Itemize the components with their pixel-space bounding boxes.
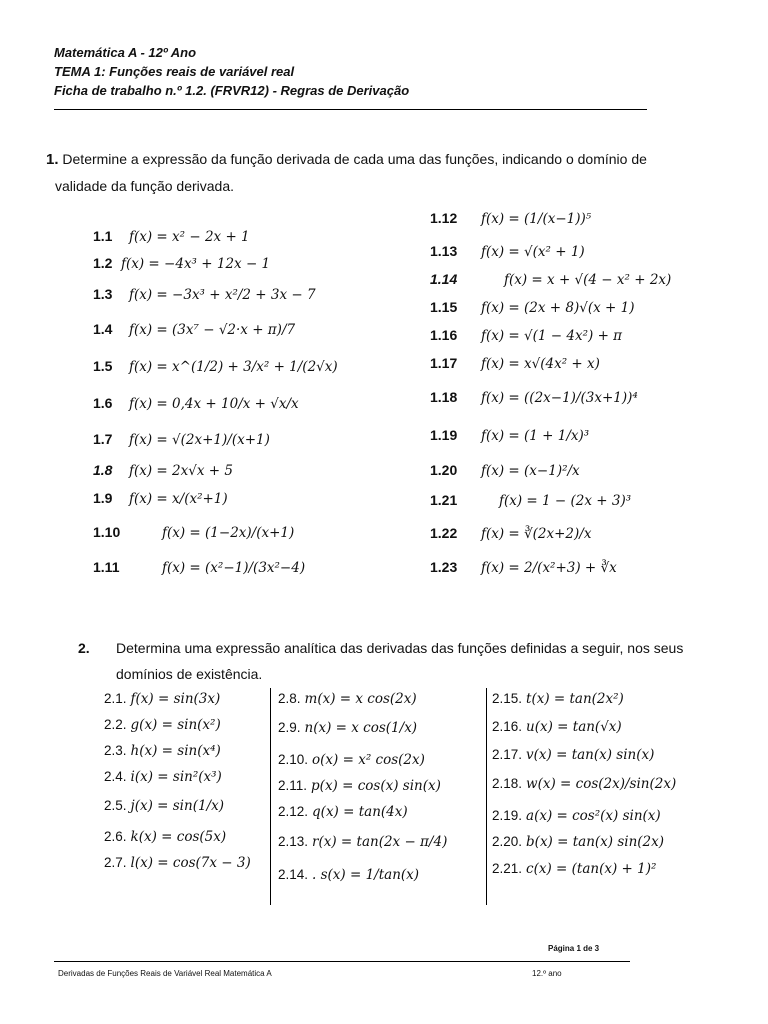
exercise-1-12: 1.12 f(x) = (1/(x−1))⁵ xyxy=(430,210,592,227)
column-separator-1 xyxy=(270,688,271,905)
page-number: Página 1 de 3 xyxy=(548,944,600,953)
question-2-text-line2: domínios de existência. xyxy=(116,666,263,682)
exercise-2-5: 2.5. j(x) = sin(1/x) xyxy=(104,798,224,814)
exercise-1-8: 1.8 f(x) = 2x√x + 5 xyxy=(93,462,233,479)
header-worksheet-title: Ficha de trabalho n.º 1.2. (FRVR12) - Regras de Derivação xyxy=(54,83,410,98)
question-1-statement xyxy=(46,146,736,199)
exercise-2-12: 2.12. q(x) = tan(4x) xyxy=(278,804,408,820)
question-1-text-line2: validade da função derivada. xyxy=(55,178,235,194)
exercise-2-4: 2.4. i(x) = sin²(x³) xyxy=(104,769,222,785)
exercise-1-17: 1.17 f(x) = x√(4x² + x) xyxy=(430,355,600,372)
exercise-1-15: 1.15 f(x) = (2x + 8)√(x + 1) xyxy=(430,299,635,316)
exercise-1-3: 1.3 f(x) = −3x³ + x²/2 + 3x − 7 xyxy=(93,286,316,303)
question-1-text-line1: Determine a expressão da função derivada de cada uma das funções, indicando o domínio de xyxy=(62,151,647,167)
exercise-2-16: 2.16. u(x) = tan(√x) xyxy=(492,719,622,735)
header-topic: TEMA 1: Funções reais de variável real xyxy=(54,64,295,79)
exercise-1-19: 1.19 f(x) = (1 + 1/x)³ xyxy=(430,427,590,444)
footer-title: Derivadas de Funções Reais de Variável Real Matemática A xyxy=(58,969,272,978)
exercise-1-1: 1.1 f(x) = x² − 2x + 1 xyxy=(93,228,250,245)
exercise-1-5: 1.5 f(x) = x^(1/2) + 3/x² + 1/(2√x) xyxy=(93,358,338,375)
exercise-1-18: 1.18 f(x) = ((2x−1)/(3x+1))⁴ xyxy=(430,389,638,406)
exercise-2-14: 2.14. . s(x) = 1/tan(x) xyxy=(278,867,420,883)
exercise-2-7: 2.7. l(x) = cos(7x − 3) xyxy=(104,855,251,871)
exercise-1-7: 1.7 f(x) = √(2x+1)/(x+1) xyxy=(93,431,270,448)
exercise-2-1: 2.1. f(x) = sin(3x) xyxy=(104,691,221,707)
exercise-2-8: 2.8. m(x) = x cos(2x) xyxy=(278,691,417,707)
exercise-1-11: 1.11 f(x) = (x²−1)/(3x²−4) xyxy=(93,559,306,576)
exercise-2-3: 2.3. h(x) = sin(x⁴) xyxy=(104,743,221,759)
header-divider xyxy=(54,109,647,110)
document-header xyxy=(54,43,409,100)
exercise-1-13: 1.13 f(x) = √(x² + 1) xyxy=(430,243,585,260)
exercise-1-23: 1.23 f(x) = 2/(x²+3) + ∛x xyxy=(430,559,617,576)
exercise-2-10: 2.10. o(x) = x² cos(2x) xyxy=(278,752,425,768)
exercise-1-16: 1.16 f(x) = √(1 − 4x²) + π xyxy=(430,327,623,344)
question-1-number: 1. xyxy=(46,151,59,168)
column-separator-2 xyxy=(486,688,487,905)
exercise-2-20: 2.20. b(x) = tan(x) sin(2x) xyxy=(492,834,664,850)
exercise-1-6: 1.6 f(x) = 0,4x + 10/x + √x/x xyxy=(93,395,299,412)
exercise-2-11: 2.11. p(x) = cos(x) sin(x) xyxy=(278,778,441,794)
exercise-1-20: 1.20 f(x) = (x−1)²/x xyxy=(430,462,580,479)
exercise-1-21: 1.21 f(x) = 1 − (2x + 3)³ xyxy=(430,492,632,509)
exercise-2-15: 2.15. t(x) = tan(2x²) xyxy=(492,691,624,707)
header-course: Matemática A - 12º Ano xyxy=(54,45,197,60)
exercise-1-22: 1.22 f(x) = ∛(2x+2)/x xyxy=(430,525,592,542)
exercise-2-18: 2.18. w(x) = cos(2x)/sin(2x) xyxy=(492,776,677,792)
exercise-1-10: 1.10 f(x) = (1−2x)/(x+1) xyxy=(93,524,295,541)
footer-grade: 12.º ano xyxy=(532,969,562,978)
exercise-1-4: 1.4 f(x) = (3x⁷ − √2·x + π)/7 xyxy=(93,321,296,338)
exercise-2-13: 2.13. r(x) = tan(2x − π/4) xyxy=(278,834,448,850)
exercise-2-6: 2.6. k(x) = cos(5x) xyxy=(104,829,227,845)
exercise-2-21: 2.21. c(x) = (tan(x) + 1)² xyxy=(492,861,657,877)
question-2-text-line1: Determina uma expressão analítica das derivadas das funções definidas a seguir, nos seus xyxy=(116,640,684,656)
exercise-2-17: 2.17. v(x) = tan(x) sin(x) xyxy=(492,747,655,763)
question-2-number: 2. xyxy=(78,640,90,656)
exercise-2-19: 2.19. a(x) = cos²(x) sin(x) xyxy=(492,808,661,824)
exercise-1-9: 1.9 f(x) = x/(x²+1) xyxy=(93,490,228,507)
exercise-2-2: 2.2. g(x) = sin(x²) xyxy=(104,717,221,733)
exercise-2-9: 2.9. n(x) = x cos(1/x) xyxy=(278,720,418,736)
question-2-statement xyxy=(78,635,738,687)
footer-divider xyxy=(54,961,630,962)
exercise-1-2: 1.2 f(x) = −4x³ + 12x − 1 xyxy=(93,255,271,272)
exercise-1-14: 1.14 f(x) = x + √(4 − x² + 2x) xyxy=(430,271,672,288)
